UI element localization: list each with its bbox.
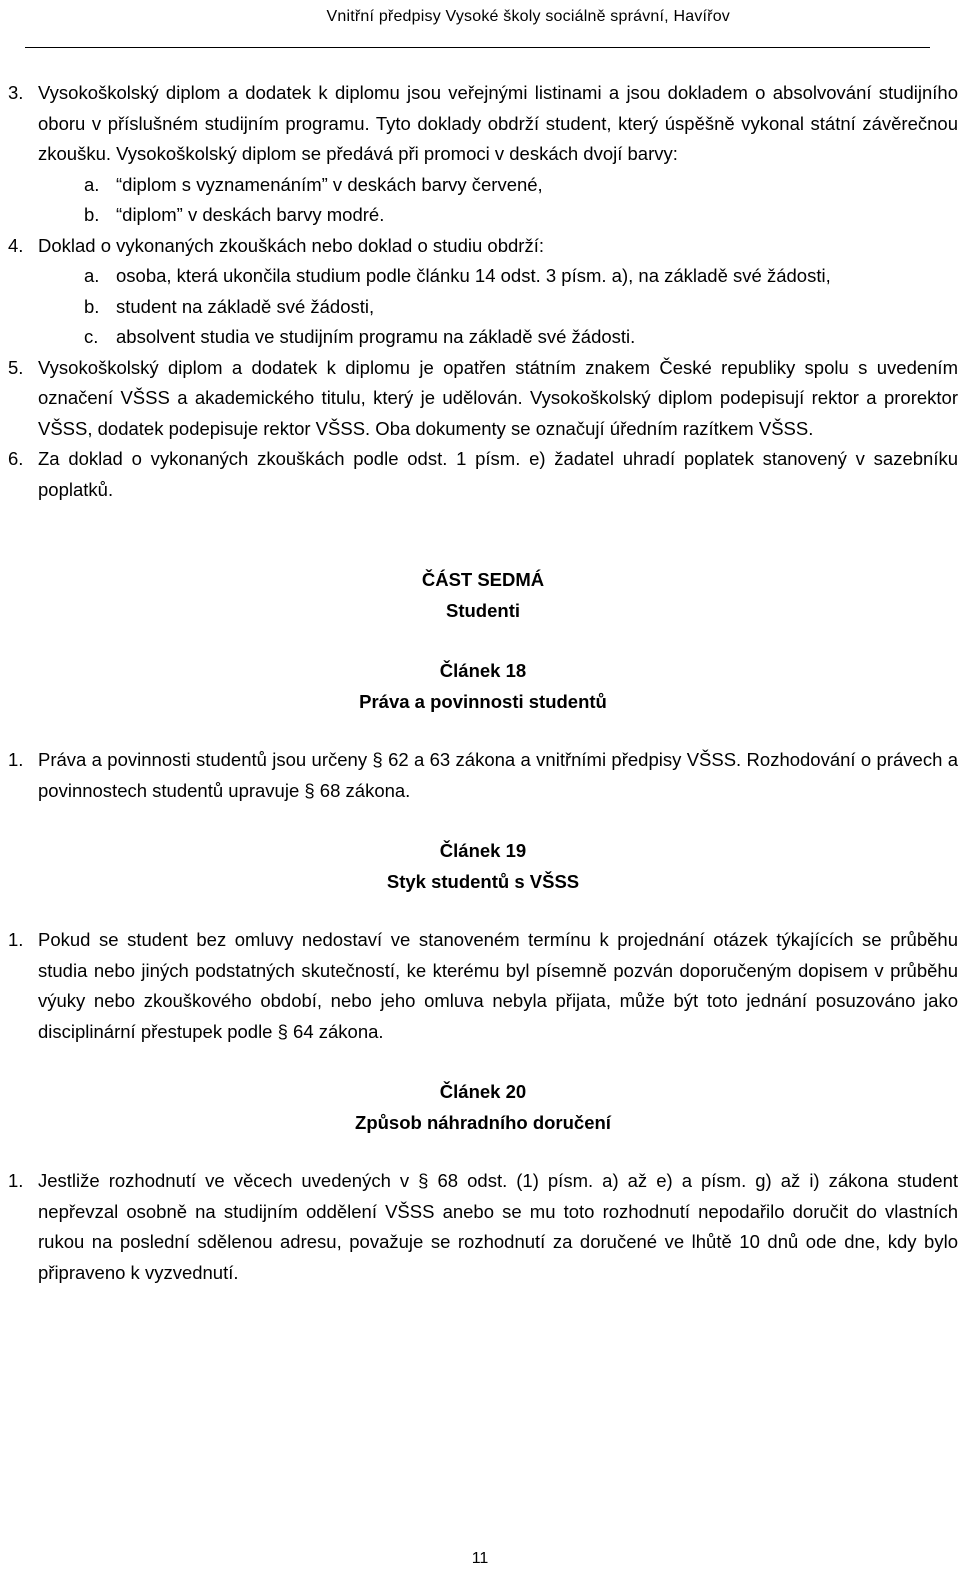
page-number: 11 <box>471 1550 489 1567</box>
sub-item-letter: a. <box>84 173 100 195</box>
paragraph-item-3 <box>8 78 958 170</box>
document-body <box>8 78 958 1288</box>
item-text: Práva a povinnosti studentů jsou určeny § 62 a 63 zákona a vnitřními předpisy VŠSS. Rozhodování o právech a povinnostech studentů upravuje § 68 zákona. <box>38 749 958 801</box>
page-header <box>0 0 960 56</box>
sub-item-letter: c. <box>84 326 99 347</box>
spacer <box>8 806 958 836</box>
item-number: 5. <box>8 356 24 378</box>
item-text: Pokud se student bez omluvy nedostaví ve stanoveném termínu k projednání otázek týkajících se průběhu studia nebo jiných podstatných skutečností, ke kterému byl písemně pozván doporučeným dopisem v průběhu výuky nebo zkouškového období, nebo jeho omluva nebyla přijata, může být toto jednání posuzováno jako disciplinární přestupek podle § 64 zákona. <box>38 929 958 1042</box>
sub-item-3a <box>8 170 958 201</box>
spacer <box>8 626 958 656</box>
sub-item-letter: b. <box>84 204 100 225</box>
spacer <box>8 505 958 565</box>
header-rule <box>25 47 930 48</box>
article-subtitle: Styk studentů s VŠSS <box>386 870 580 892</box>
sub-item-text: “diplom” v deskách barvy modré. <box>116 204 385 225</box>
item-number: 1. <box>8 929 24 950</box>
paragraph-item-5 <box>8 353 958 445</box>
article-subtitle: Způsob náhradního doručení <box>355 1111 611 1133</box>
article-title: Článek 20 <box>439 1081 527 1102</box>
sub-item-text: absolvent studia ve studijním programu na základě své žádosti. <box>116 326 636 347</box>
item-text: Vysokoškolský diplom a dodatek k diplomu jsou veřejnými listinami a jsou dokladem o absolvování studijního oboru v příslušném studijním programu. Tyto doklady obdrží student, který úspěšně vykonal státní závěrečnou zkoušku. Vysokoškolský diplom se předává při promoci v deskách dvojí barvy: <box>38 82 958 164</box>
article-subtitle: Práva a povinnosti studentů <box>359 690 607 712</box>
sub-item-text: student na základě své žádosti, <box>116 295 375 317</box>
item-number: 6. <box>8 448 24 469</box>
sub-item-4c <box>8 322 958 353</box>
article-title: Článek 19 <box>439 840 527 861</box>
article-20-item-1 <box>8 1166 958 1288</box>
item-text: Jestliže rozhodnutí ve věcech uvedených v § 68 odst. (1) písm. a) až e) a písm. g) až i) zákona student nepřevzal osobně na studijním oddělení VŠSS anebo se mu toto rozhodnutí nepodařilo doručit do vlastních rukou na poslední sdělenou adresu, považuje se rozhodnutí za doručené ve lhůtě 10 dnů ode dne, kdy bylo připraveno k vyzvednutí. <box>38 1170 958 1283</box>
sub-item-3b <box>8 200 958 231</box>
paragraph-item-6 <box>8 444 958 505</box>
sub-item-text: osoba, která ukončila studium podle článku 14 odst. 3 písm. a), na základě své žádosti, <box>116 265 831 286</box>
header-title: Vnitřní předpisy Vysoké školy sociálně správní, Havířov <box>326 8 730 25</box>
item-text: Za doklad o vykonaných zkouškách podle odst. 1 písm. e) žadatel uhradí poplatek stanovený v sazebníku poplatků. <box>38 448 958 500</box>
sub-item-letter: a. <box>84 265 100 286</box>
article-19-item-1 <box>8 925 958 1047</box>
sub-item-4a <box>8 261 958 292</box>
spacer <box>8 717 958 745</box>
item-number: 1. <box>8 1170 24 1191</box>
sub-item-4b <box>8 292 958 323</box>
sub-item-text: “diplom s vyznamenáním” v deskách barvy červené, <box>116 173 543 195</box>
spacer <box>8 1047 958 1077</box>
part-subtitle: Studenti <box>446 599 520 621</box>
item-number: 1. <box>8 749 24 770</box>
article-title: Článek 18 <box>439 660 527 681</box>
item-number: 3. <box>8 82 24 103</box>
spacer <box>8 1138 958 1166</box>
sub-item-letter: b. <box>84 295 100 317</box>
part-title: ČÁST SEDMÁ <box>421 569 545 590</box>
paragraph-item-4 <box>8 231 958 262</box>
spacer <box>8 897 958 925</box>
item-number: 4. <box>8 234 24 256</box>
item-text: Vysokoškolský diplom a dodatek k diplomu je opatřen státním znakem České republiky spolu s uvedením označení VŠSS a akademického titulu, který je udělován. Vysokoškolský diplom podepisují rektor a prorektor VŠSS, dodatek podepisuje rektor VŠSS. Oba dokumenty se označují úředním razítkem VŠSS. <box>38 356 958 439</box>
article-18-item-1 <box>8 745 958 806</box>
item-text: Doklad o vykonaných zkouškách nebo doklad o studiu obdrží: <box>38 234 544 256</box>
